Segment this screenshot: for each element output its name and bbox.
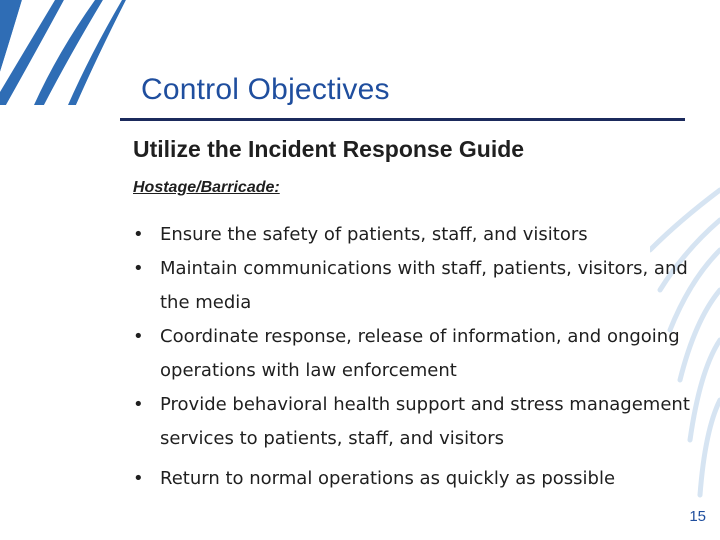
list-item: • Ensure the safety of patients, staff, and visitors	[133, 218, 703, 252]
slide-subtitle: Utilize the Incident Response Guide	[133, 136, 525, 162]
list-item: • Return to normal operations as quickly as possible	[133, 462, 703, 496]
title-divider	[120, 118, 685, 121]
list-item: • Provide behavioral health support and stress management services to patients, staff, and visitors	[133, 388, 703, 456]
page-number: 15	[689, 508, 706, 525]
slide-title: Control Objectives	[141, 73, 390, 106]
list-item: • Maintain communications with staff, patients, visitors, and the media	[133, 252, 703, 320]
list-item: • Coordinate response, release of information, and ongoing operations with law enforcement	[133, 320, 703, 388]
objectives-list	[133, 218, 703, 496]
section-label: Hostage/Barricade:	[133, 179, 280, 196]
swoosh-decoration-top-left	[0, 0, 135, 105]
